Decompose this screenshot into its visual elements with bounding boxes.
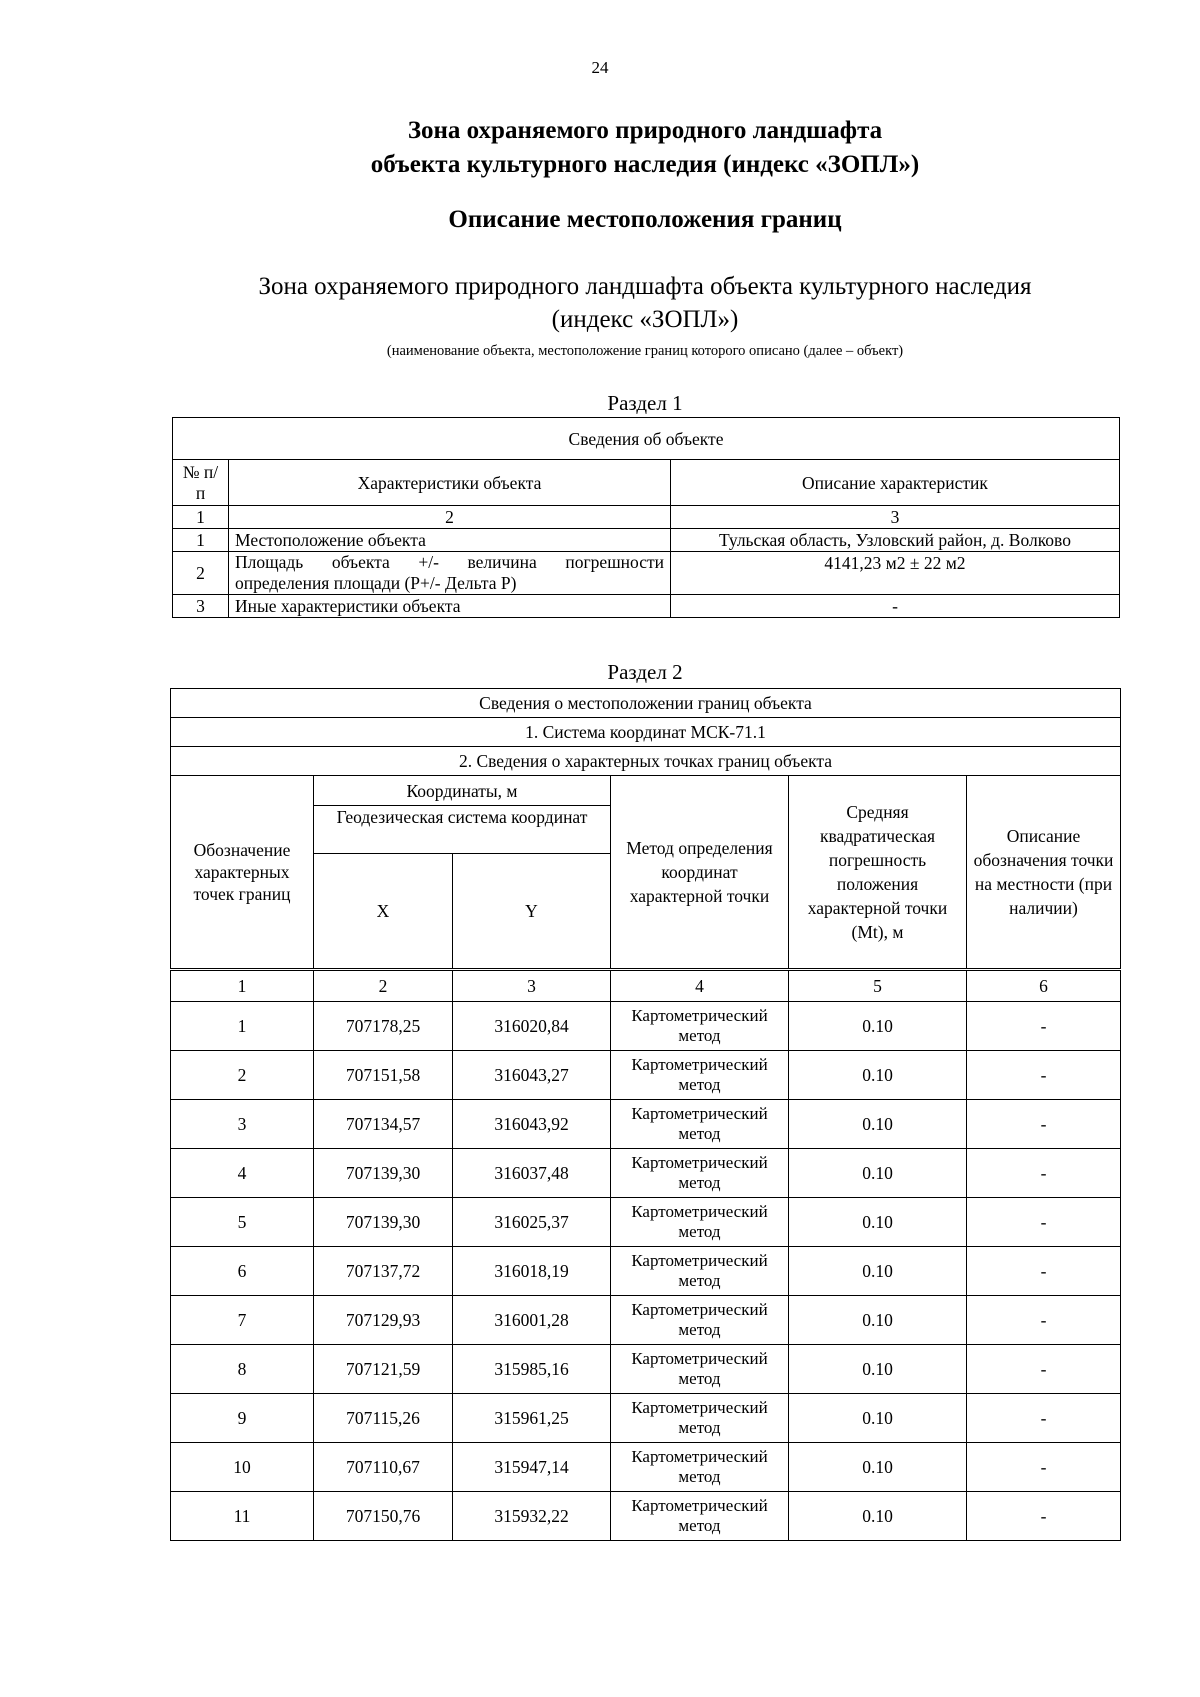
col-number: 3 [453,970,611,1002]
point-x: 707110,67 [314,1443,453,1492]
col-number: 3 [671,506,1120,529]
point-number: 5 [171,1198,314,1247]
document-title [0,114,1200,182]
table-row [171,1051,1121,1100]
col-number: 1 [173,506,229,529]
point-x: 707115,26 [314,1394,453,1443]
point-x: 707129,93 [314,1296,453,1345]
section-2-title: Раздел 2 [607,660,683,684]
point-number: 9 [171,1394,314,1443]
header-number: № п/п [173,460,229,506]
table-row [173,552,1120,595]
point-mt: 0.10 [789,1247,967,1296]
point-method: Картометрический метод [611,1198,789,1247]
point-number: 7 [171,1296,314,1345]
point-number: 11 [171,1492,314,1541]
point-mt: 0.10 [789,1443,967,1492]
point-x: 707178,25 [314,1002,453,1051]
point-method: Картометрический метод [611,1051,789,1100]
header-y: Y [453,854,611,970]
point-y: 315985,16 [453,1345,611,1394]
point-y: 316037,48 [453,1149,611,1198]
point-x: 707150,76 [314,1492,453,1541]
coord-system: 1. Система координат МСК-71.1 [171,718,1121,747]
point-x: 707134,57 [314,1100,453,1149]
point-number: 8 [171,1345,314,1394]
point-method: Картометрический метод [611,1443,789,1492]
document-subtitle: Описание местоположения границ [448,206,842,233]
point-description: - [967,1002,1121,1051]
title-line-2: объекта культурного наследия (индекс «ЗОПЛ») [370,151,920,178]
header-method: Метод определения координат характерной точки [611,776,789,970]
table-row [171,1296,1121,1345]
table-row [171,1345,1121,1394]
point-method: Картометрический метод [611,1002,789,1051]
header-x: X [314,854,453,970]
page-number: 24 [591,58,609,77]
point-number: 4 [171,1149,314,1198]
section-1-title: Раздел 1 [607,391,683,415]
point-number: 3 [171,1100,314,1149]
table-row [171,1443,1121,1492]
point-description: - [967,1345,1121,1394]
point-mt: 0.10 [789,1002,967,1051]
point-description: - [967,1247,1121,1296]
point-mt: 0.10 [789,1492,967,1541]
object-name-line-1: Зона охраняемого природного ландшафта объекта культурного наследия [258,273,1032,300]
table-row [171,1198,1121,1247]
header-description: Описание характеристик [671,460,1120,506]
point-description: - [967,1051,1121,1100]
point-description: - [967,1149,1121,1198]
point-number: 2 [171,1051,314,1100]
header-geodetic: Геодезическая система координат [314,806,611,854]
header-designation: Обозначение характерных точек границ [171,776,314,970]
point-description: - [967,1443,1121,1492]
point-description: - [967,1296,1121,1345]
point-description: - [967,1198,1121,1247]
row-value: 4141,23 м2 ± 22 м2 [671,552,1120,595]
point-y: 316001,28 [453,1296,611,1345]
point-mt: 0.10 [789,1051,967,1100]
point-y: 315932,22 [453,1492,611,1541]
point-description: - [967,1100,1121,1149]
row-value: - [671,595,1120,618]
boundary-points-table [170,688,1121,1541]
point-method: Картометрический метод [611,1100,789,1149]
point-y: 315961,25 [453,1394,611,1443]
point-mt: 0.10 [789,1198,967,1247]
table-row [171,1149,1121,1198]
table-row [171,1247,1121,1296]
point-y: 316018,19 [453,1247,611,1296]
row-value: Тульская область, Узловский район, д. Волково [671,529,1120,552]
row-number: 2 [173,552,229,595]
point-y: 316043,92 [453,1100,611,1149]
object-name [0,270,1200,336]
row-name: Местоположение объекта [229,529,671,552]
header-error: Средняя квадратическая погрешность положения характерной точки (Mt), м [789,776,967,970]
point-number: 6 [171,1247,314,1296]
row-name: Иные характеристики объекта [229,595,671,618]
col-number: 6 [967,970,1121,1002]
point-mt: 0.10 [789,1394,967,1443]
col-number: 2 [229,506,671,529]
point-x: 707151,58 [314,1051,453,1100]
object-name-line-2: (индекс «ЗОПЛ») [551,306,739,333]
point-description: - [967,1394,1121,1443]
header-point-description: Описание обозначения точки на местности (при наличии) [967,776,1121,970]
row-number: 1 [173,529,229,552]
point-number: 1 [171,1002,314,1051]
col-number: 2 [314,970,453,1002]
table-row [171,1492,1121,1541]
row-name: Площадь объекта +/- величина погрешности определения площади (P+/- Дельта P) [229,552,671,595]
point-method: Картометрический метод [611,1149,789,1198]
table-row [171,1002,1121,1051]
point-method: Картометрический метод [611,1296,789,1345]
boundary-table-caption: Сведения о местоположении границ объекта [171,689,1121,718]
point-mt: 0.10 [789,1345,967,1394]
point-mt: 0.10 [789,1296,967,1345]
point-x: 707121,59 [314,1345,453,1394]
header-characteristics: Характеристики объекта [229,460,671,506]
point-description: - [967,1492,1121,1541]
table-row [173,529,1120,552]
point-method: Картометрический метод [611,1247,789,1296]
point-x: 707139,30 [314,1198,453,1247]
col-number: 5 [789,970,967,1002]
col-number: 4 [611,970,789,1002]
point-mt: 0.10 [789,1100,967,1149]
point-x: 707139,30 [314,1149,453,1198]
table-row [171,1100,1121,1149]
point-number: 10 [171,1443,314,1492]
table-row [171,1394,1121,1443]
point-y: 316043,27 [453,1051,611,1100]
point-y: 316025,37 [453,1198,611,1247]
point-method: Картометрический метод [611,1394,789,1443]
point-y: 315947,14 [453,1443,611,1492]
row-number: 3 [173,595,229,618]
points-caption: 2. Сведения о характерных точках границ объекта [171,747,1121,776]
table-row [173,595,1120,618]
point-mt: 0.10 [789,1149,967,1198]
point-method: Картометрический метод [611,1492,789,1541]
point-x: 707137,72 [314,1247,453,1296]
header-coordinates: Координаты, м [314,776,611,806]
title-line-1: Зона охраняемого природного ландшафта [407,117,883,144]
point-y: 316020,84 [453,1002,611,1051]
col-number: 1 [171,970,314,1002]
object-info-caption: Сведения об объекте [173,418,1120,460]
point-method: Картометрический метод [611,1345,789,1394]
object-info-table [172,417,1120,618]
object-caption: (наименование объекта, местоположение границ которого описано (далее – объект) [386,343,904,359]
